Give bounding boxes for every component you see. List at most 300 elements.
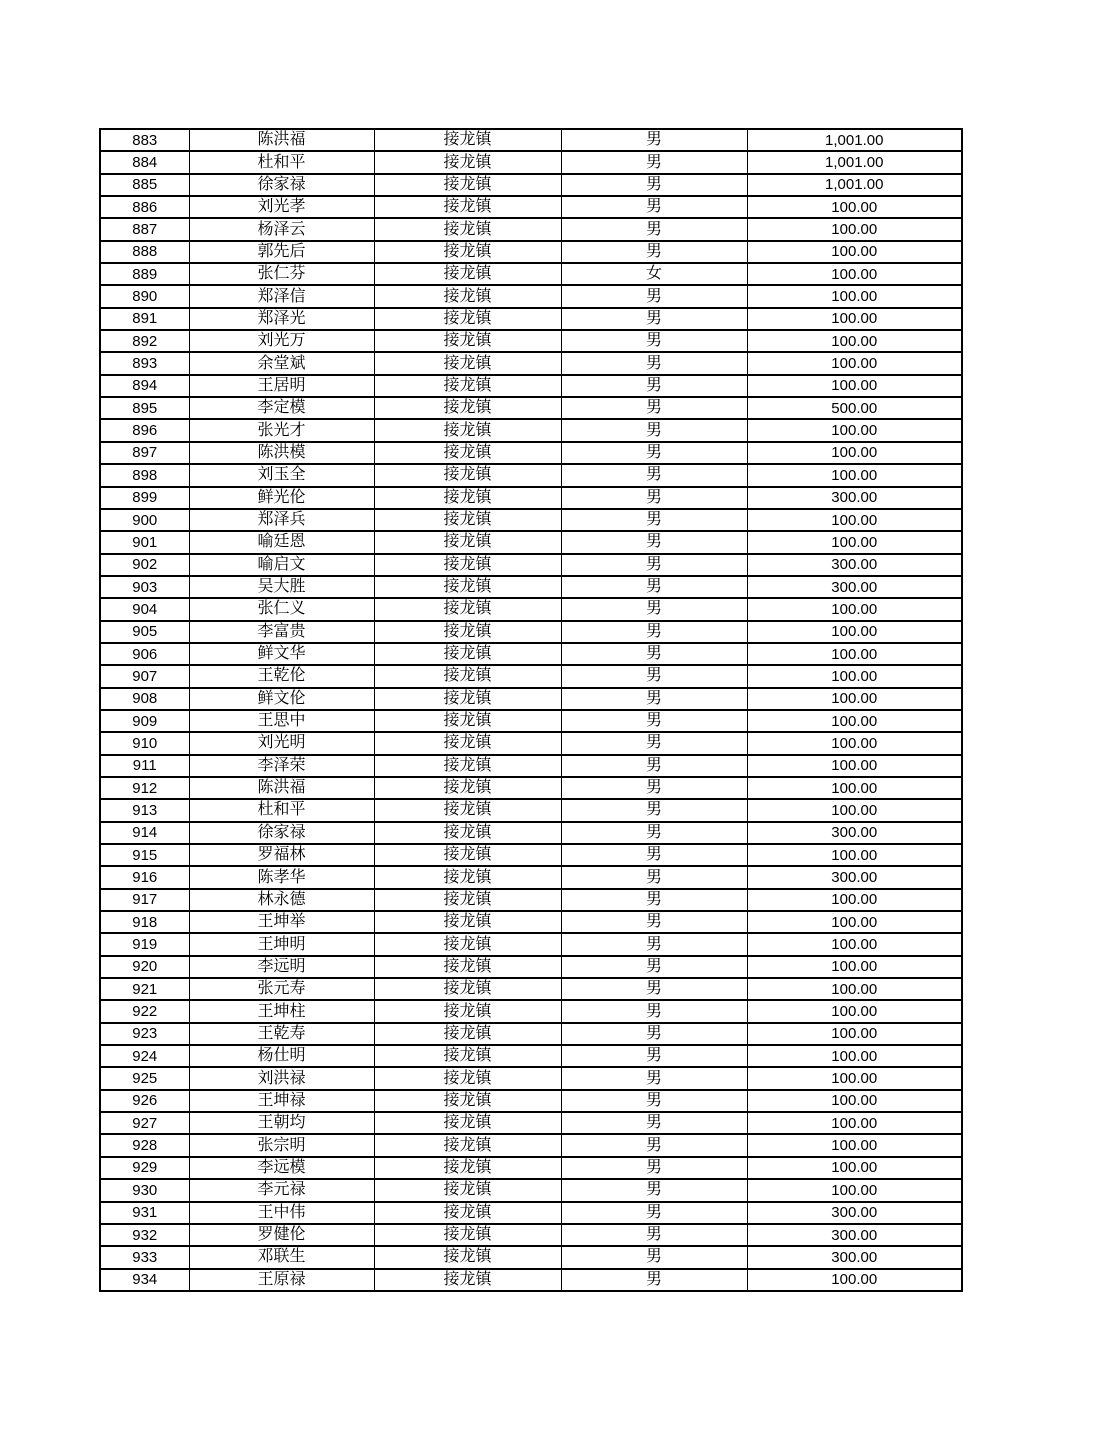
cell-name: 余堂斌 <box>189 352 374 374</box>
cell-amount: 300.00 <box>747 487 962 509</box>
cell-amount: 100.00 <box>747 978 962 1000</box>
table-row <box>100 375 962 397</box>
cell-amount: 100.00 <box>747 1134 962 1156</box>
cell-serial-number: 927 <box>100 1112 189 1134</box>
cell-amount: 100.00 <box>747 1269 962 1291</box>
cell-amount: 1,001.00 <box>747 151 962 173</box>
table-row <box>100 397 962 419</box>
cell-gender: 男 <box>561 1224 747 1246</box>
cell-town: 接龙镇 <box>374 1045 561 1067</box>
cell-amount: 300.00 <box>747 1224 962 1246</box>
table-row <box>100 129 962 151</box>
cell-name: 郑泽光 <box>189 308 374 330</box>
cell-town: 接龙镇 <box>374 442 561 464</box>
table-row <box>100 755 962 777</box>
cell-town: 接龙镇 <box>374 129 561 151</box>
cell-amount: 100.00 <box>747 308 962 330</box>
table-row <box>100 174 962 196</box>
cell-town: 接龙镇 <box>374 151 561 173</box>
cell-serial-number: 924 <box>100 1045 189 1067</box>
cell-town: 接龙镇 <box>374 911 561 933</box>
cell-town: 接龙镇 <box>374 196 561 218</box>
cell-amount: 100.00 <box>747 352 962 374</box>
cell-serial-number: 922 <box>100 1000 189 1022</box>
cell-gender: 男 <box>561 1246 747 1268</box>
table-row <box>100 442 962 464</box>
cell-name: 张仁义 <box>189 598 374 620</box>
cell-gender: 男 <box>561 509 747 531</box>
cell-name: 王坤明 <box>189 933 374 955</box>
cell-serial-number: 889 <box>100 263 189 285</box>
cell-serial-number: 883 <box>100 129 189 151</box>
cell-gender: 女 <box>561 263 747 285</box>
cell-amount: 300.00 <box>747 866 962 888</box>
cell-name: 郑泽信 <box>189 285 374 307</box>
cell-town: 接龙镇 <box>374 308 561 330</box>
cell-gender: 男 <box>561 799 747 821</box>
cell-amount: 100.00 <box>747 665 962 687</box>
cell-name: 王思中 <box>189 710 374 732</box>
cell-town: 接龙镇 <box>374 1067 561 1089</box>
cell-serial-number: 901 <box>100 531 189 553</box>
cell-amount: 100.00 <box>747 419 962 441</box>
cell-amount: 100.00 <box>747 531 962 553</box>
cell-amount: 100.00 <box>747 732 962 754</box>
cell-serial-number: 885 <box>100 174 189 196</box>
cell-gender: 男 <box>561 308 747 330</box>
cell-name: 喻启文 <box>189 554 374 576</box>
cell-serial-number: 926 <box>100 1090 189 1112</box>
cell-town: 接龙镇 <box>374 643 561 665</box>
cell-name: 罗健伦 <box>189 1224 374 1246</box>
cell-gender: 男 <box>561 554 747 576</box>
table-row <box>100 822 962 844</box>
cell-serial-number: 905 <box>100 621 189 643</box>
cell-town: 接龙镇 <box>374 397 561 419</box>
cell-town: 接龙镇 <box>374 822 561 844</box>
cell-serial-number: 919 <box>100 933 189 955</box>
cell-amount: 100.00 <box>747 196 962 218</box>
cell-name: 邓联生 <box>189 1246 374 1268</box>
cell-amount: 100.00 <box>747 777 962 799</box>
cell-name: 刘光万 <box>189 330 374 352</box>
cell-gender: 男 <box>561 397 747 419</box>
cell-gender: 男 <box>561 1269 747 1291</box>
cell-town: 接龙镇 <box>374 554 561 576</box>
cell-name: 王坤柱 <box>189 1000 374 1022</box>
table-row <box>100 487 962 509</box>
cell-serial-number: 887 <box>100 218 189 240</box>
cell-name: 徐家禄 <box>189 174 374 196</box>
cell-gender: 男 <box>561 1000 747 1022</box>
cell-gender: 男 <box>561 978 747 1000</box>
cell-amount: 100.00 <box>747 1179 962 1201</box>
cell-amount: 100.00 <box>747 241 962 263</box>
cell-serial-number: 909 <box>100 710 189 732</box>
table-row <box>100 889 962 911</box>
cell-name: 杨仕明 <box>189 1045 374 1067</box>
table-row <box>100 196 962 218</box>
cell-amount: 100.00 <box>747 1157 962 1179</box>
cell-gender: 男 <box>561 330 747 352</box>
table-row <box>100 1090 962 1112</box>
cell-town: 接龙镇 <box>374 352 561 374</box>
cell-town: 接龙镇 <box>374 1269 561 1291</box>
cell-name: 鲜文华 <box>189 643 374 665</box>
cell-amount: 100.00 <box>747 330 962 352</box>
cell-serial-number: 921 <box>100 978 189 1000</box>
cell-amount: 100.00 <box>747 933 962 955</box>
cell-gender: 男 <box>561 866 747 888</box>
table-row <box>100 777 962 799</box>
cell-gender: 男 <box>561 129 747 151</box>
cell-gender: 男 <box>561 464 747 486</box>
cell-serial-number: 896 <box>100 419 189 441</box>
cell-name: 张宗明 <box>189 1134 374 1156</box>
cell-name: 陈孝华 <box>189 866 374 888</box>
cell-gender: 男 <box>561 1090 747 1112</box>
cell-gender: 男 <box>561 241 747 263</box>
cell-serial-number: 933 <box>100 1246 189 1268</box>
cell-amount: 300.00 <box>747 554 962 576</box>
cell-town: 接龙镇 <box>374 1202 561 1224</box>
cell-town: 接龙镇 <box>374 1179 561 1201</box>
cell-town: 接龙镇 <box>374 285 561 307</box>
cell-amount: 300.00 <box>747 576 962 598</box>
cell-serial-number: 928 <box>100 1134 189 1156</box>
cell-name: 李元禄 <box>189 1179 374 1201</box>
table-row <box>100 732 962 754</box>
cell-name: 杜和平 <box>189 799 374 821</box>
table-row <box>100 1045 962 1067</box>
table-row <box>100 866 962 888</box>
cell-gender: 男 <box>561 196 747 218</box>
cell-serial-number: 891 <box>100 308 189 330</box>
cell-name: 鲜文伦 <box>189 688 374 710</box>
cell-gender: 男 <box>561 911 747 933</box>
cell-gender: 男 <box>561 487 747 509</box>
cell-serial-number: 916 <box>100 866 189 888</box>
cell-serial-number: 923 <box>100 1023 189 1045</box>
cell-name: 李定模 <box>189 397 374 419</box>
cell-serial-number: 918 <box>100 911 189 933</box>
table-row <box>100 352 962 374</box>
table-row <box>100 554 962 576</box>
table-row <box>100 1067 962 1089</box>
cell-serial-number: 904 <box>100 598 189 620</box>
cell-town: 接龙镇 <box>374 978 561 1000</box>
cell-serial-number: 888 <box>100 241 189 263</box>
cell-amount: 100.00 <box>747 1045 962 1067</box>
cell-name: 王中伟 <box>189 1202 374 1224</box>
cell-amount: 100.00 <box>747 755 962 777</box>
cell-serial-number: 908 <box>100 688 189 710</box>
cell-amount: 100.00 <box>747 375 962 397</box>
table-row <box>100 308 962 330</box>
cell-serial-number: 932 <box>100 1224 189 1246</box>
table-row <box>100 1000 962 1022</box>
cell-amount: 100.00 <box>747 442 962 464</box>
cell-amount: 100.00 <box>747 598 962 620</box>
cell-name: 张仁芬 <box>189 263 374 285</box>
cell-gender: 男 <box>561 710 747 732</box>
cell-serial-number: 913 <box>100 799 189 821</box>
cell-town: 接龙镇 <box>374 419 561 441</box>
cell-town: 接龙镇 <box>374 755 561 777</box>
table-row <box>100 665 962 687</box>
table-row <box>100 1224 962 1246</box>
cell-serial-number: 884 <box>100 151 189 173</box>
cell-gender: 男 <box>561 1045 747 1067</box>
cell-gender: 男 <box>561 777 747 799</box>
cell-gender: 男 <box>561 688 747 710</box>
cell-gender: 男 <box>561 665 747 687</box>
cell-name: 王朝均 <box>189 1112 374 1134</box>
cell-town: 接龙镇 <box>374 1090 561 1112</box>
cell-name: 王居明 <box>189 375 374 397</box>
cell-name: 李远模 <box>189 1157 374 1179</box>
cell-amount: 100.00 <box>747 1090 962 1112</box>
cell-name: 王原禄 <box>189 1269 374 1291</box>
cell-gender: 男 <box>561 151 747 173</box>
cell-name: 王坤举 <box>189 911 374 933</box>
cell-serial-number: 914 <box>100 822 189 844</box>
table-row <box>100 1179 962 1201</box>
cell-town: 接龙镇 <box>374 330 561 352</box>
cell-name: 徐家禄 <box>189 822 374 844</box>
cell-town: 接龙镇 <box>374 218 561 240</box>
table-row <box>100 285 962 307</box>
cell-gender: 男 <box>561 531 747 553</box>
cell-town: 接龙镇 <box>374 241 561 263</box>
cell-gender: 男 <box>561 352 747 374</box>
cell-name: 陈洪福 <box>189 777 374 799</box>
cell-name: 王乾寿 <box>189 1023 374 1045</box>
cell-serial-number: 907 <box>100 665 189 687</box>
cell-name: 李富贵 <box>189 621 374 643</box>
cell-amount: 100.00 <box>747 218 962 240</box>
table-row <box>100 643 962 665</box>
cell-name: 罗福林 <box>189 844 374 866</box>
table-row <box>100 576 962 598</box>
table-row <box>100 419 962 441</box>
cell-gender: 男 <box>561 419 747 441</box>
cell-serial-number: 902 <box>100 554 189 576</box>
cell-name: 郭先后 <box>189 241 374 263</box>
cell-amount: 100.00 <box>747 889 962 911</box>
table-row <box>100 1157 962 1179</box>
table-row <box>100 978 962 1000</box>
cell-gender: 男 <box>561 1157 747 1179</box>
cell-name: 林永德 <box>189 889 374 911</box>
cell-name: 杜和平 <box>189 151 374 173</box>
table-row <box>100 1246 962 1268</box>
cell-serial-number: 925 <box>100 1067 189 1089</box>
table-row <box>100 218 962 240</box>
cell-name: 刘光明 <box>189 732 374 754</box>
table-row <box>100 621 962 643</box>
cell-serial-number: 934 <box>100 1269 189 1291</box>
cell-amount: 100.00 <box>747 1067 962 1089</box>
cell-serial-number: 910 <box>100 732 189 754</box>
cell-name: 刘洪禄 <box>189 1067 374 1089</box>
cell-serial-number: 912 <box>100 777 189 799</box>
cell-amount: 100.00 <box>747 263 962 285</box>
cell-town: 接龙镇 <box>374 1000 561 1022</box>
cell-gender: 男 <box>561 1134 747 1156</box>
cell-amount: 100.00 <box>747 1000 962 1022</box>
cell-town: 接龙镇 <box>374 487 561 509</box>
table-row <box>100 688 962 710</box>
cell-town: 接龙镇 <box>374 1157 561 1179</box>
cell-amount: 1,001.00 <box>747 129 962 151</box>
cell-name: 杨泽云 <box>189 218 374 240</box>
table-row <box>100 464 962 486</box>
cell-amount: 100.00 <box>747 956 962 978</box>
cell-gender: 男 <box>561 576 747 598</box>
cell-gender: 男 <box>561 844 747 866</box>
cell-town: 接龙镇 <box>374 665 561 687</box>
cell-serial-number: 917 <box>100 889 189 911</box>
cell-amount: 100.00 <box>747 509 962 531</box>
cell-gender: 男 <box>561 375 747 397</box>
cell-name: 喻廷恩 <box>189 531 374 553</box>
cell-gender: 男 <box>561 1067 747 1089</box>
cell-amount: 300.00 <box>747 822 962 844</box>
cell-gender: 男 <box>561 1112 747 1134</box>
cell-gender: 男 <box>561 732 747 754</box>
cell-name: 吴大胜 <box>189 576 374 598</box>
cell-amount: 300.00 <box>747 1202 962 1224</box>
cell-town: 接龙镇 <box>374 375 561 397</box>
table-row <box>100 531 962 553</box>
cell-amount: 100.00 <box>747 285 962 307</box>
cell-town: 接龙镇 <box>374 174 561 196</box>
cell-gender: 男 <box>561 643 747 665</box>
cell-town: 接龙镇 <box>374 598 561 620</box>
cell-serial-number: 894 <box>100 375 189 397</box>
cell-name: 陈洪模 <box>189 442 374 464</box>
cell-serial-number: 929 <box>100 1157 189 1179</box>
cell-town: 接龙镇 <box>374 933 561 955</box>
cell-name: 王乾伦 <box>189 665 374 687</box>
cell-gender: 男 <box>561 755 747 777</box>
cell-gender: 男 <box>561 1179 747 1201</box>
cell-name: 刘玉全 <box>189 464 374 486</box>
cell-gender: 男 <box>561 956 747 978</box>
cell-town: 接龙镇 <box>374 509 561 531</box>
cell-town: 接龙镇 <box>374 1112 561 1134</box>
cell-serial-number: 899 <box>100 487 189 509</box>
cell-gender: 男 <box>561 285 747 307</box>
cell-gender: 男 <box>561 889 747 911</box>
cell-amount: 100.00 <box>747 688 962 710</box>
cell-gender: 男 <box>561 442 747 464</box>
table-row <box>100 263 962 285</box>
cell-town: 接龙镇 <box>374 732 561 754</box>
cell-amount: 100.00 <box>747 1023 962 1045</box>
cell-serial-number: 906 <box>100 643 189 665</box>
cell-town: 接龙镇 <box>374 1224 561 1246</box>
cell-town: 接龙镇 <box>374 576 561 598</box>
cell-name: 李泽荣 <box>189 755 374 777</box>
cell-amount: 100.00 <box>747 643 962 665</box>
cell-amount: 100.00 <box>747 621 962 643</box>
cell-name: 刘光孝 <box>189 196 374 218</box>
cell-serial-number: 915 <box>100 844 189 866</box>
cell-gender: 男 <box>561 598 747 620</box>
cell-name: 郑泽兵 <box>189 509 374 531</box>
cell-amount: 100.00 <box>747 464 962 486</box>
cell-town: 接龙镇 <box>374 777 561 799</box>
table-row <box>100 956 962 978</box>
cell-gender: 男 <box>561 1023 747 1045</box>
cell-serial-number: 911 <box>100 755 189 777</box>
cell-serial-number: 893 <box>100 352 189 374</box>
cell-amount: 100.00 <box>747 911 962 933</box>
cell-town: 接龙镇 <box>374 531 561 553</box>
cell-amount: 100.00 <box>747 1112 962 1134</box>
cell-serial-number: 900 <box>100 509 189 531</box>
cell-serial-number: 931 <box>100 1202 189 1224</box>
cell-amount: 100.00 <box>747 799 962 821</box>
cell-town: 接龙镇 <box>374 844 561 866</box>
table-row <box>100 598 962 620</box>
cell-town: 接龙镇 <box>374 688 561 710</box>
cell-serial-number: 898 <box>100 464 189 486</box>
cell-serial-number: 897 <box>100 442 189 464</box>
cell-town: 接龙镇 <box>374 710 561 732</box>
table-row <box>100 1134 962 1156</box>
cell-serial-number: 903 <box>100 576 189 598</box>
table-row <box>100 241 962 263</box>
cell-name: 张元寿 <box>189 978 374 1000</box>
cell-name: 王坤禄 <box>189 1090 374 1112</box>
cell-amount: 100.00 <box>747 710 962 732</box>
table-body <box>100 129 962 1291</box>
table-row <box>100 1202 962 1224</box>
cell-serial-number: 930 <box>100 1179 189 1201</box>
cell-gender: 男 <box>561 1202 747 1224</box>
cell-town: 接龙镇 <box>374 799 561 821</box>
cell-serial-number: 920 <box>100 956 189 978</box>
cell-town: 接龙镇 <box>374 889 561 911</box>
cell-town: 接龙镇 <box>374 1246 561 1268</box>
cell-gender: 男 <box>561 218 747 240</box>
cell-name: 陈洪福 <box>189 129 374 151</box>
table-row <box>100 710 962 732</box>
cell-amount: 300.00 <box>747 1246 962 1268</box>
cell-town: 接龙镇 <box>374 263 561 285</box>
cell-town: 接龙镇 <box>374 621 561 643</box>
table-row <box>100 799 962 821</box>
table-row <box>100 911 962 933</box>
cell-town: 接龙镇 <box>374 464 561 486</box>
cell-name: 鲜光伦 <box>189 487 374 509</box>
cell-gender: 男 <box>561 174 747 196</box>
cell-town: 接龙镇 <box>374 956 561 978</box>
cell-town: 接龙镇 <box>374 866 561 888</box>
cell-town: 接龙镇 <box>374 1134 561 1156</box>
cell-serial-number: 890 <box>100 285 189 307</box>
table-row <box>100 933 962 955</box>
table-row <box>100 330 962 352</box>
cell-name: 张光才 <box>189 419 374 441</box>
cell-gender: 男 <box>561 933 747 955</box>
cell-amount: 500.00 <box>747 397 962 419</box>
table-row <box>100 509 962 531</box>
cell-town: 接龙镇 <box>374 1023 561 1045</box>
